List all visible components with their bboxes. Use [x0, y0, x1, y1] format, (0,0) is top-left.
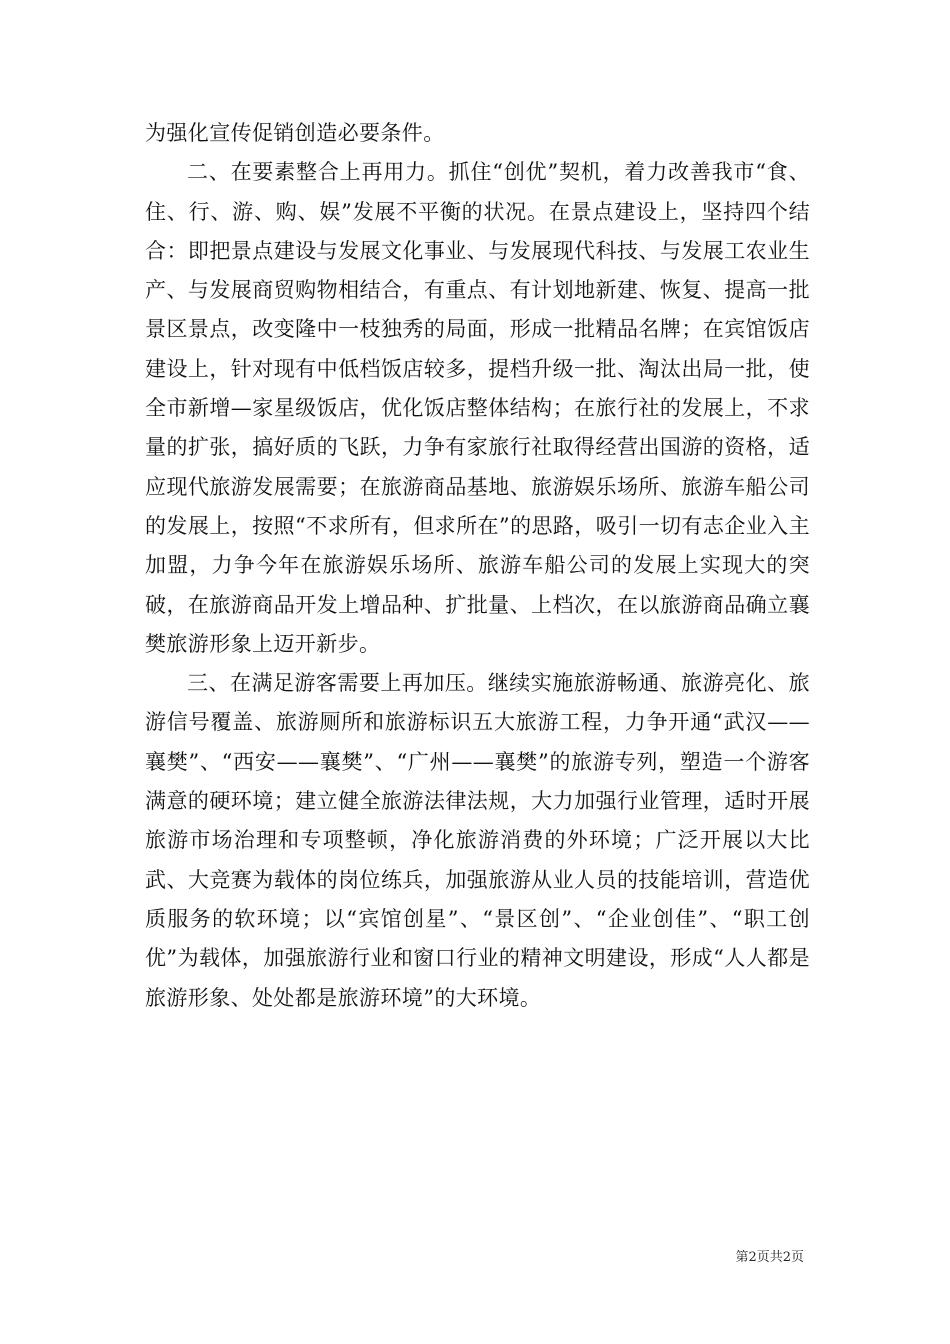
page-number-footer: 第2页共2页: [735, 1250, 804, 1265]
paragraph-continuation: 为强化宣传促销创造必要条件。: [145, 121, 445, 145]
paragraph-element-integration: 二、在要素整合上再用力。抓住“创优”契机，着力改善我市“食、住、行、游、购、娱”发展不平衡的状况。在景点建设上，坚持四个结合：即把景点建设与发展文化事业、与发展现代科技、与发展工农业生产、与发展商贸购物相结合，有重点、有计划地新建、恢复、提高一批景区景点，改变隆中一枝独秀的局面，形成一批精品名牌；在宾馆饭店建设上，针对现有中低档饭店较多，提档升级一批、淘汰出局一批，使全市新增—家星级饭店，优化饭店整体结构；在旅行社的发展上，不求量的扩张，搞好质的飞跃，力争有家旅行社取得经营出国游的资格，适应现代旅游发展需要；在旅游商品基地、旅游娱乐场所、旅游车船公司的发展上，按照“不求所有，但求所在”的思路，吸引一切有志企业入主加盟，力争今年在旅游娱乐场所、旅游车船公司的发展上实现大的突破，在旅游商品开发上增品种、扩批量、上档次，在以旅游商品确立襄樊旅游形象上迈开新步。: [145, 160, 810, 656]
paragraph-visitor-needs: 三、在满足游客需要上再加压。继续实施旅游畅通、旅游亮化、旅游信号覆盖、旅游厕所和旅游标识五大旅游工程，力争开通“武汉——襄樊”、“西安——襄樊”、“广州——襄樊”的旅游专列，塑造一个游客满意的硬环境；建立健全旅游法律法规，大力加强行业管理，适时开展旅游市场治理和专项整顿，净化旅游消费的外环境；广泛开展以大比武、大竞赛为载体的岗位练兵，加强旅游从业人员的技能培训，营造优质服务的软环境；以“宾馆创星”、“景区创”、“企业创佳”、“职工创优”为载体，加强旅游行业和窗口行业的精神文明建设，形成“人人都是旅游形象、处处都是旅游环境”的大环境。: [145, 671, 810, 1010]
document-body: [145, 114, 810, 1018]
